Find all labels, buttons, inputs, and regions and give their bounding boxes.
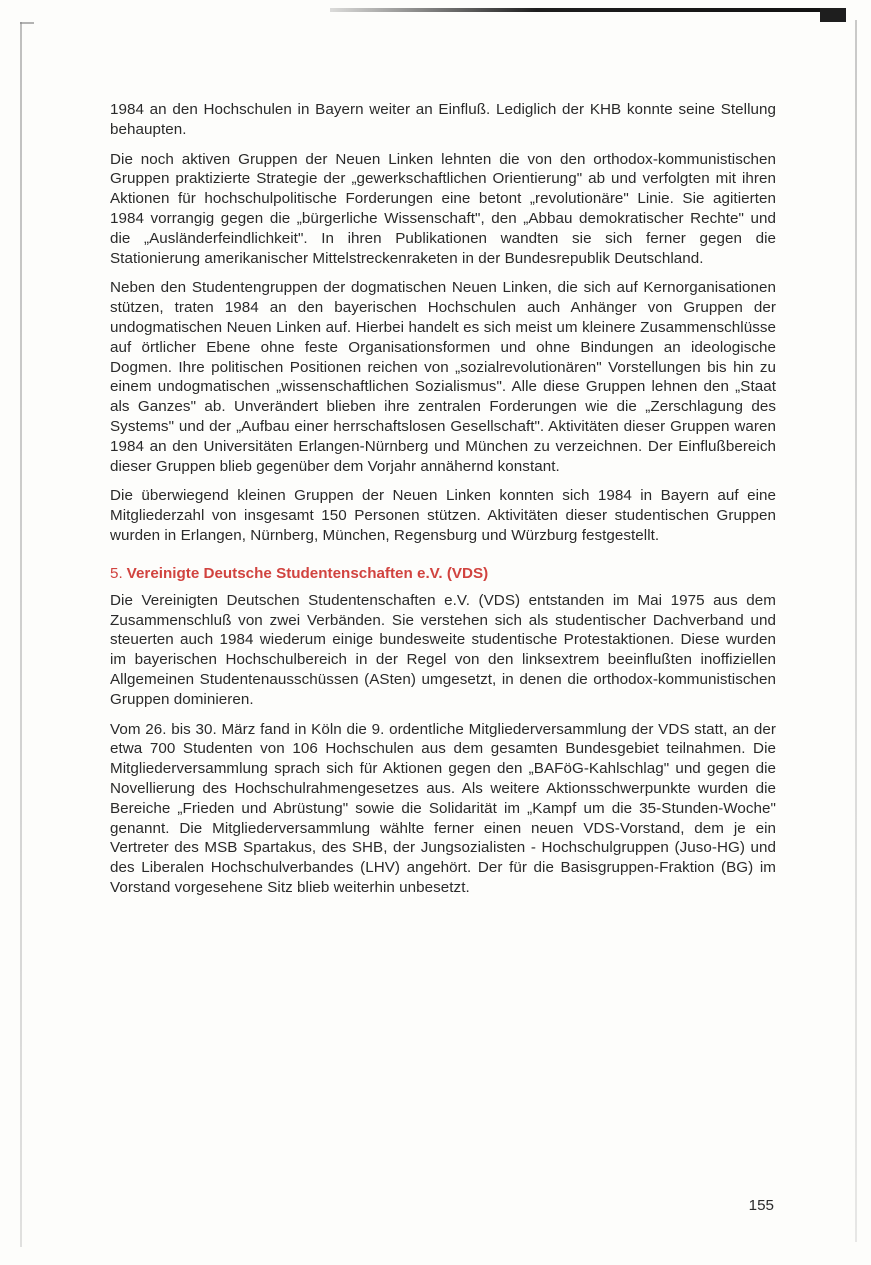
scan-top-edge <box>330 8 846 12</box>
page-number: 155 <box>748 1197 774 1214</box>
paragraph: Neben den Studentengruppen der dogmatischen Neuen Linken, die sich auf Kernorganisationen stützen, traten 1984 an den bayerischen Hochschulen auch Anhänger von Gruppen der undogmatischen Neuen Linken auf. Hierbei handelt es sich meist um kleinere Zusammenschlüsse auf örtlicher Ebene ohne feste Organisationsformen und ohne Bindungen an ideologische Dogmen. Ihre politischen Positionen reichen von „sozialrevolutionären" Vorstellungen bis hin zu einem undogmatischen „wissenschaftlichen Sozialismus". Alle diese Gruppen lehnen den „Staat als Ganzes" ab. Unverändert blieben ihre zentralen Forderungen wie die „Zerschlagung des Systems" und der „Aufbau einer herrschaftslosen Gesellschaft". Aktivitäten dieser Gruppen waren 1984 an den Universitäten Erlangen-Nürnberg und München zu verzeichnen. Der Einflußbereich dieser Gruppen blieb gegenüber dem Vorjahr annähernd konstant. <box>110 279 776 475</box>
section-heading <box>110 564 776 584</box>
section-title: Vereinigte Deutsche Studentenschaften e.V. (VDS) <box>126 564 489 582</box>
scan-right-edge <box>855 20 857 1242</box>
scan-top-corner <box>820 8 846 22</box>
paragraph: Die überwiegend kleinen Gruppen der Neuen Linken konnten sich 1984 in Bayern auf eine Mitgliederzahl von insgesamt 150 Personen stützen. Aktivitäten dieser studentischen Gruppen wurden in Erlangen, Nürnberg, München, Regensburg und Würzburg festgestellt. <box>110 487 776 544</box>
section-number: 5. <box>110 564 123 582</box>
paragraph: 1984 an den Hochschulen in Bayern weiter an Einfluß. Lediglich der KHB konnte seine Stellung behaupten. <box>110 101 776 138</box>
scan-left-corner <box>20 22 34 24</box>
paragraph: Vom 26. bis 30. März fand in Köln die 9. ordentliche Mitgliederversammlung der VDS statt, an der etwa 700 Studenten von 106 Hochschulen aus dem gesamten Bundesgebiet teilnahmen. Die Mitgliederversammlung sprach sich für Aktionen gegen den „BAFöG-Kahlschlag" und gegen die Novellierung des Hochschulrahmengesetzes aus. Als weitere Aktionsschwerpunkte wurden die Bereiche „Frieden und Abrüstung" sowie die Solidarität im „Kampf um die 35-Stunden-Woche" genannt. Die Mitgliederversammlung wählte ferner einen neuen VDS-Vorstand, dem je ein Vertreter des MSB Spartakus, des SHB, der Jungsozialisten - Hochschulgruppen (Juso-HG) und des Liberalen Hochschulverbandes (LHV) angehört. Der für die Basisgruppen-Fraktion (BG) im Vorstand vorgesehene Sitz blieb weiterhin unbesetzt. <box>110 720 776 896</box>
page-body <box>110 100 776 908</box>
scan-left-edge <box>20 22 22 1247</box>
paragraph: Die Vereinigten Deutschen Studentenschaften e.V. (VDS) entstanden im Mai 1975 aus dem Zusammenschluß von zwei Verbänden. Sie verstehen sich als studentischer Dachverband und steuerten auch 1984 wiederum einige bundesweite studentische Protestaktionen. Diese wurden im bayerischen Hochschulbereich in der Regel von den linksextrem beeinflußten inoffiziellen Allgemeinen Studentenausschüssen (ASten) umgesetzt, in denen die orthodox-kommunistischen Gruppen dominieren. <box>110 591 776 708</box>
paragraph: Die noch aktiven Gruppen der Neuen Linken lehnten die von den orthodox-kommunistischen Gruppen praktizierte Strategie der „gewerkschaftlichen Orientierung" ab und verfolgten mit ihren Aktionen für hochschulpolitische Forderungen eine betont „revolutionäre" Linie. Sie agitierten 1984 vorrangig gegen die „bürgerliche Wissenschaft", den „Abbau demokratischer Rechte" und die „Ausländerfeindlichkeit". In ihren Publikationen wandten sie sich ferner gegen die Stationierung amerikanischer Mittelstreckenraketen in der Bundesrepublik Deutschland. <box>110 150 776 267</box>
